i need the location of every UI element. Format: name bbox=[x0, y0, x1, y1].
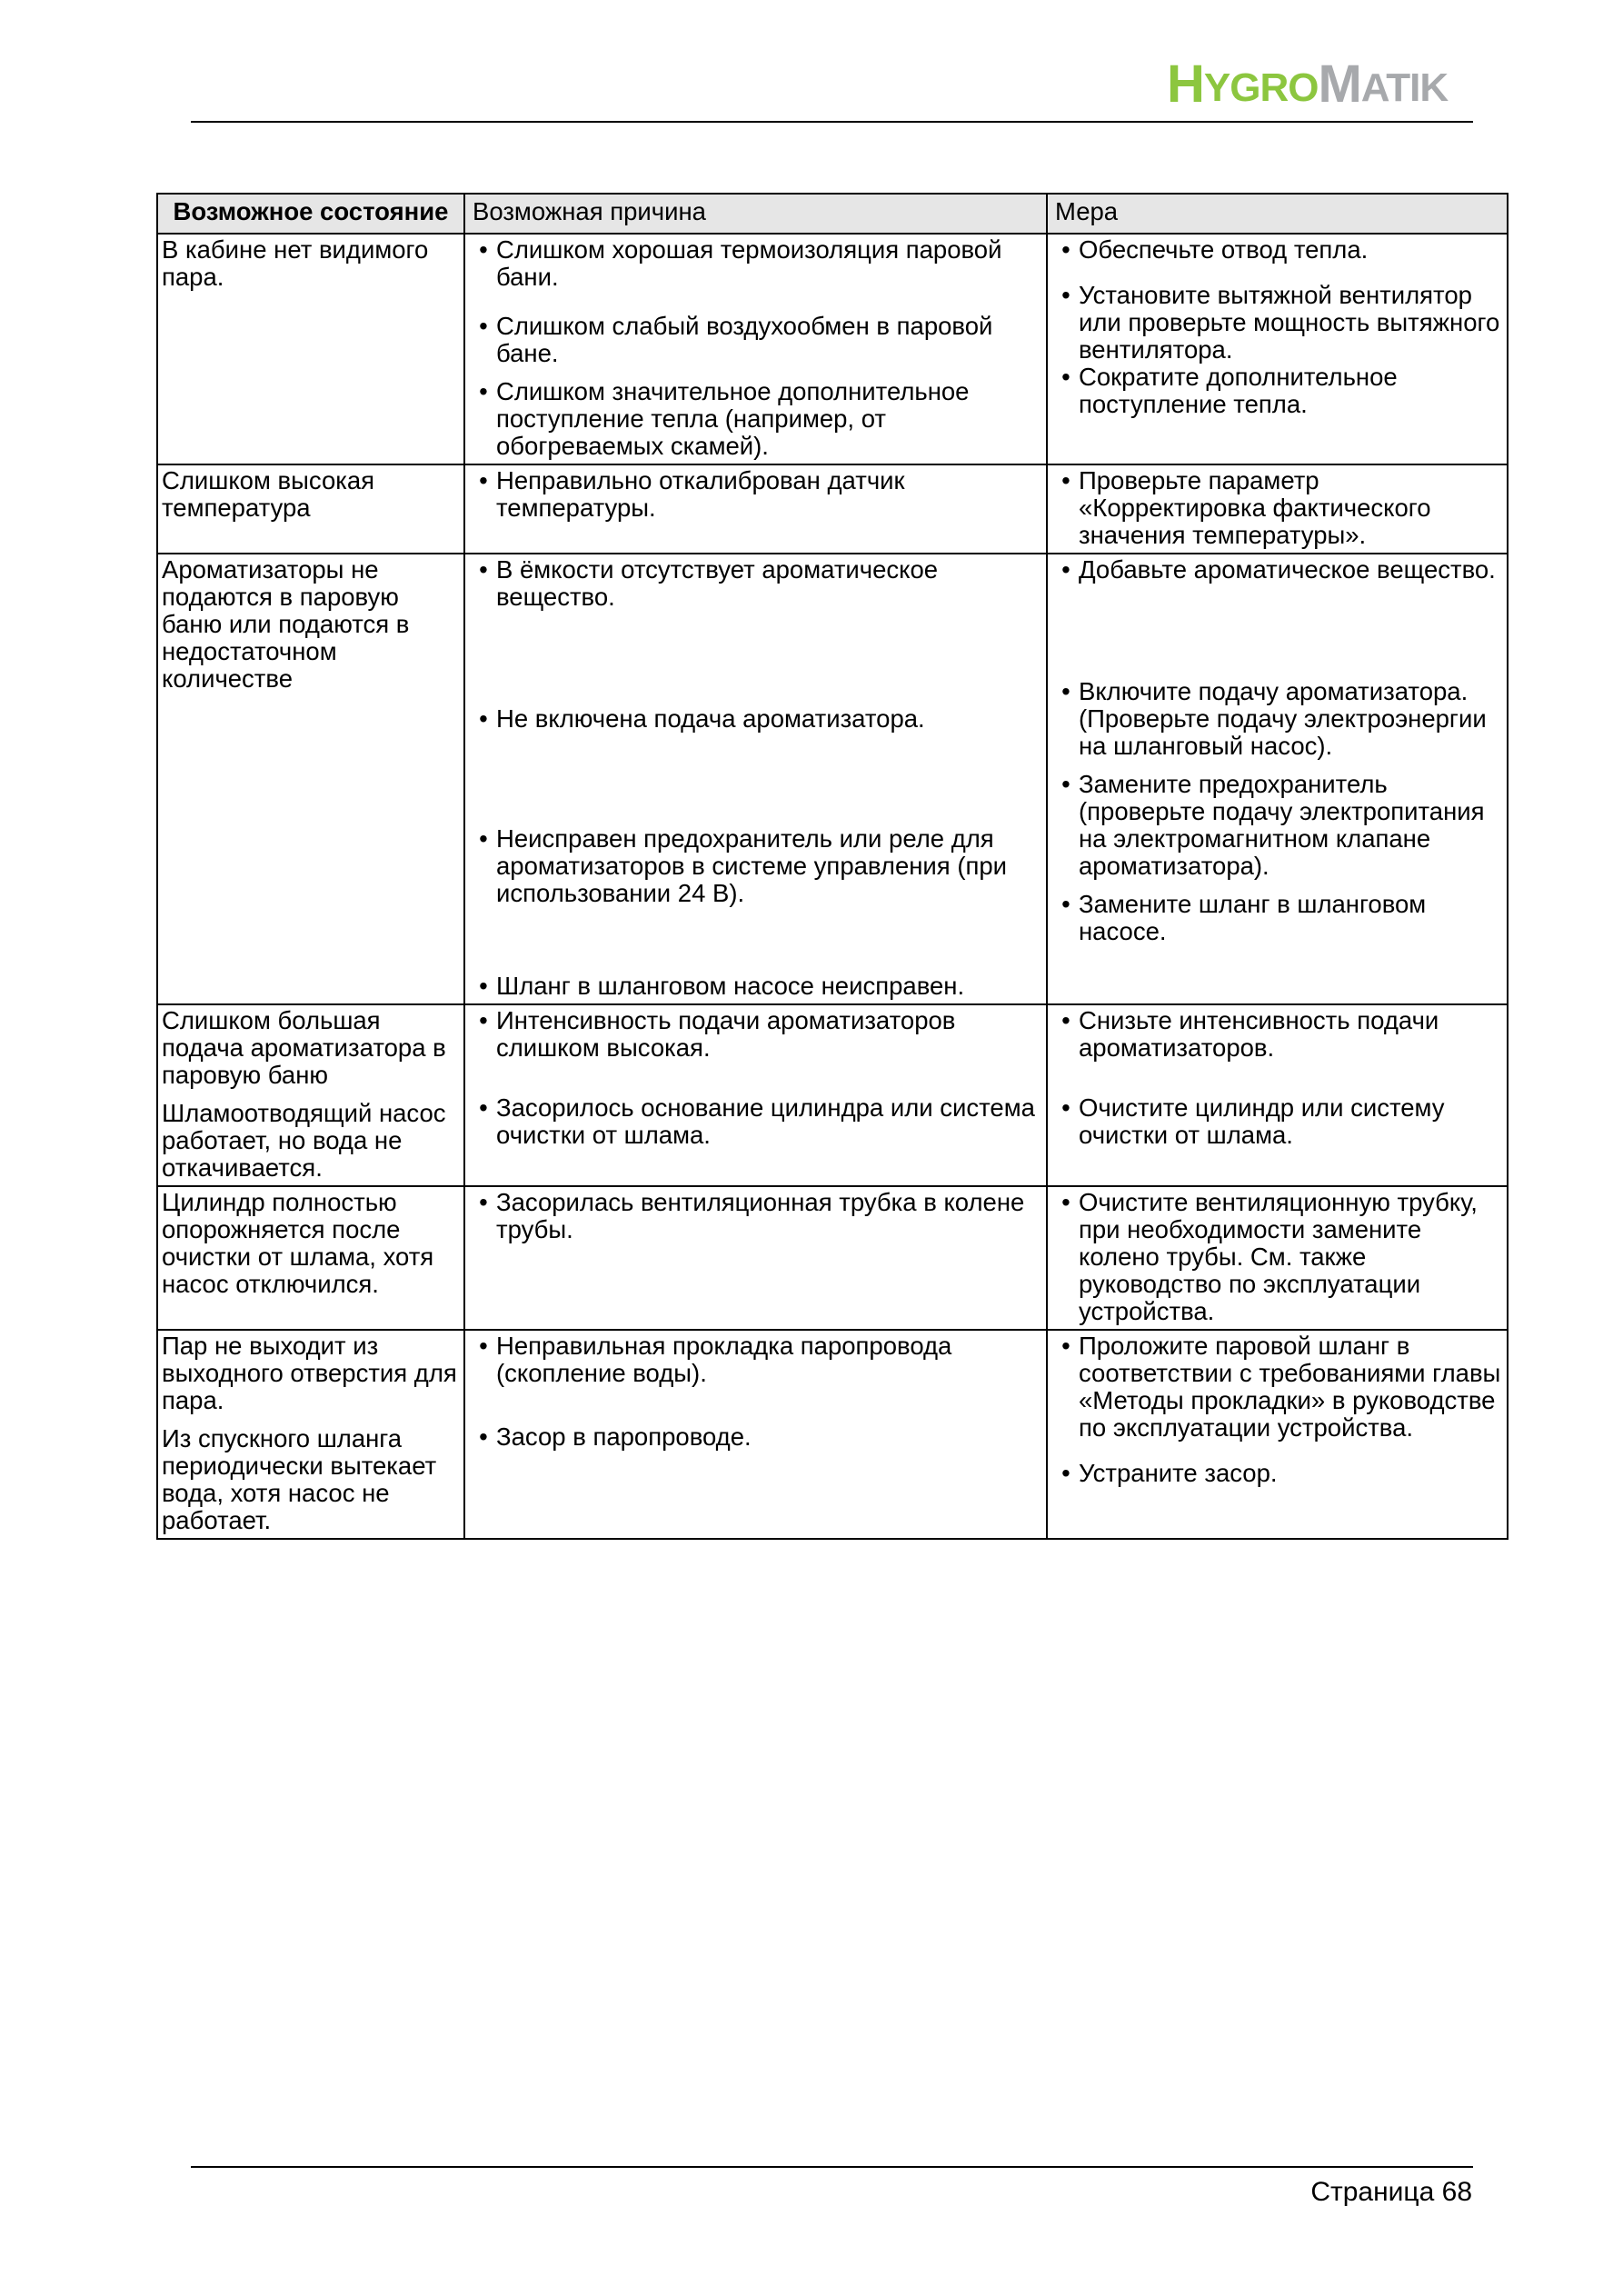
bullet-icon: • bbox=[1061, 890, 1070, 918]
header-cause: Возможная причина bbox=[464, 194, 1047, 234]
bullet-icon: • bbox=[1061, 770, 1070, 798]
measure-text: Замените предохранитель (проверьте подачу электропитания на электромагнитном клапане ароматизатора). bbox=[1079, 770, 1485, 880]
bullet-icon: • bbox=[479, 235, 488, 264]
cause-item bbox=[471, 973, 1041, 1000]
bullet-icon: • bbox=[479, 972, 488, 1000]
hygromatik-logo: H YGRO M ATIK bbox=[1167, 55, 1449, 114]
cause-text: Засорилась вентиляционная трубка в колене трубы. bbox=[496, 1188, 1025, 1243]
table-row bbox=[157, 1004, 1508, 1186]
bullet-icon: • bbox=[1061, 1332, 1070, 1360]
bullet-icon: • bbox=[479, 1332, 488, 1360]
state-cell bbox=[157, 1186, 464, 1330]
bullet-icon: • bbox=[1061, 1188, 1070, 1216]
cause-item bbox=[471, 313, 1041, 367]
cause-text: Слишком слабый воздухообмен в паровой бане. bbox=[496, 312, 993, 367]
state-text: Слишком большая подача ароматизатора в паровую баню bbox=[162, 1006, 446, 1089]
bullet-icon: • bbox=[479, 1093, 488, 1122]
cause-text: В ёмкости отсутствует ароматическое вещество. bbox=[496, 555, 939, 611]
measure-text: Устраните засор. bbox=[1079, 1459, 1278, 1487]
measure-item bbox=[1053, 236, 1501, 264]
measure-item bbox=[1053, 1333, 1501, 1442]
cause-text: Слишком значительное дополнительное поступление тепла (например, от обогреваемых скамей). bbox=[496, 377, 970, 460]
bullet-icon: • bbox=[1061, 555, 1070, 584]
measure-item bbox=[1053, 556, 1501, 584]
state-cell bbox=[157, 554, 464, 1004]
measure-cell bbox=[1047, 1004, 1508, 1186]
cause-text: Шланг в шланговом насосе неисправен. bbox=[496, 972, 965, 1000]
cause-item bbox=[471, 1007, 1041, 1062]
cause-text: Неправильно откалиброван датчик температуры. bbox=[496, 466, 905, 522]
measure-text: Сократите дополнительное поступление тепла. bbox=[1079, 363, 1398, 418]
header-rule bbox=[191, 121, 1473, 123]
measure-item bbox=[1053, 467, 1501, 549]
measure-text: Замените шланг в шланговом насосе. bbox=[1079, 890, 1427, 945]
bullet-icon: • bbox=[479, 312, 488, 340]
bullet-icon: • bbox=[479, 1188, 488, 1216]
measure-text: Установите вытяжной вентилятор или проверьте мощность вытяжного вентилятора. bbox=[1079, 281, 1500, 364]
state-cell bbox=[157, 234, 464, 464]
measure-item bbox=[1053, 1189, 1501, 1325]
table-row bbox=[157, 464, 1508, 554]
cause-item bbox=[471, 378, 1041, 460]
page-number: Страница 68 bbox=[1310, 2177, 1472, 2207]
bullet-icon: • bbox=[1061, 677, 1070, 705]
bullet-icon: • bbox=[479, 704, 488, 733]
cause-text: Неправильная прокладка паропровода (скопление воды). bbox=[496, 1332, 952, 1387]
bullet-icon: • bbox=[1061, 1459, 1070, 1487]
bullet-icon: • bbox=[1061, 1093, 1070, 1122]
cause-item bbox=[471, 1094, 1041, 1149]
measure-cell bbox=[1047, 1186, 1508, 1330]
bullet-icon: • bbox=[1061, 1006, 1070, 1034]
footer-rule bbox=[191, 2166, 1473, 2168]
cause-text: Засор в паропроводе. bbox=[496, 1423, 752, 1451]
table-row bbox=[157, 554, 1508, 1004]
measure-cell bbox=[1047, 234, 1508, 464]
measure-cell bbox=[1047, 1330, 1508, 1539]
cause-text: Интенсивность подачи ароматизаторов слишком высокая. bbox=[496, 1006, 956, 1062]
measure-text: Обеспечьте отвод тепла. bbox=[1079, 235, 1369, 264]
measure-text: Очистите вентиляционную трубку, при необходимости замените колено трубы. См. также руководство по эксплуатации устройства. bbox=[1079, 1188, 1478, 1325]
state-text: Слишком высокая температура bbox=[162, 466, 375, 522]
troubleshooting-table bbox=[156, 193, 1508, 1540]
table-header-row bbox=[157, 194, 1508, 234]
header-state: Возможное состояние bbox=[157, 194, 464, 234]
table-row bbox=[157, 1186, 1508, 1330]
bullet-icon: • bbox=[1061, 281, 1070, 309]
measure-item bbox=[1053, 364, 1501, 418]
cause-item bbox=[471, 556, 1041, 611]
cause-text: Неисправен предохранитель или реле для ароматизаторов в системе управления (при использовании 24 В). bbox=[496, 824, 1008, 907]
measure-text: Добавьте ароматическое вещество. bbox=[1079, 555, 1496, 584]
measure-item bbox=[1053, 771, 1501, 880]
cause-cell bbox=[464, 464, 1047, 554]
cause-item bbox=[471, 1333, 1041, 1387]
cause-text: Слишком хорошая термоизоляция паровой бани. bbox=[496, 235, 1002, 291]
measure-item bbox=[1053, 1460, 1501, 1487]
bullet-icon: • bbox=[479, 1423, 488, 1451]
bullet-icon: • bbox=[479, 377, 488, 405]
cause-cell bbox=[464, 554, 1047, 1004]
measure-item bbox=[1053, 1007, 1501, 1062]
bullet-icon: • bbox=[479, 824, 488, 853]
measure-item bbox=[1053, 891, 1501, 945]
cause-cell bbox=[464, 1330, 1047, 1539]
cause-cell bbox=[464, 234, 1047, 464]
cause-text: Засорилось основание цилиндра или система очистки от шлама. bbox=[496, 1093, 1035, 1149]
state-text: Из спускного шланга периодически вытекает вода, хотя насос не работает. bbox=[162, 1424, 437, 1534]
table-body bbox=[157, 234, 1508, 1539]
bullet-icon: • bbox=[1061, 235, 1070, 264]
measure-text: Включите подачу ароматизатора. (Проверьте подачу электроэнергии на шланговый насос). bbox=[1079, 677, 1487, 760]
header-measure: Мера bbox=[1047, 194, 1508, 234]
measure-text: Проложите паровой шланг в соответствии с требованиями главы «Методы прокладки» в руководстве по эксплуатации устройства. bbox=[1079, 1332, 1501, 1442]
bullet-icon: • bbox=[479, 555, 488, 584]
measure-text: Снизьте интенсивность подачи ароматизаторов. bbox=[1079, 1006, 1439, 1062]
state-text: Ароматизаторы не подаются в паровую баню или подаются в недостаточном количестве bbox=[162, 555, 410, 693]
measure-text: Очистите цилиндр или систему очистки от шлама. bbox=[1079, 1093, 1445, 1149]
measure-item bbox=[1053, 282, 1501, 364]
table-row bbox=[157, 1330, 1508, 1539]
state-text: Шламоотводящий насос работает, но вода не откачивается. bbox=[162, 1099, 446, 1182]
cause-item bbox=[471, 236, 1041, 291]
state-text: В кабине нет видимого пара. bbox=[162, 235, 429, 291]
measure-item bbox=[1053, 678, 1501, 760]
bullet-icon: • bbox=[1061, 363, 1070, 391]
bullet-icon: • bbox=[1061, 466, 1070, 494]
cause-item bbox=[471, 467, 1041, 522]
state-cell bbox=[157, 464, 464, 554]
state-text: Цилиндр полностью опорожняется после очистки от шлама, хотя насос отключился. bbox=[162, 1188, 434, 1298]
cause-cell bbox=[464, 1186, 1047, 1330]
state-cell bbox=[157, 1330, 464, 1539]
cause-cell bbox=[464, 1004, 1047, 1186]
measure-cell bbox=[1047, 464, 1508, 554]
cause-text: Не включена подача ароматизатора. bbox=[496, 704, 925, 733]
table-row bbox=[157, 234, 1508, 464]
bullet-icon: • bbox=[479, 466, 488, 494]
state-text: Пар не выходит из выходного отверстия для пара. bbox=[162, 1332, 457, 1414]
cause-item bbox=[471, 1423, 1041, 1451]
state-cell bbox=[157, 1004, 464, 1186]
cause-item bbox=[471, 825, 1041, 907]
bullet-icon: • bbox=[479, 1006, 488, 1034]
cause-item bbox=[471, 1189, 1041, 1243]
cause-item bbox=[471, 705, 1041, 733]
measure-cell bbox=[1047, 554, 1508, 1004]
measure-item bbox=[1053, 1094, 1501, 1149]
measure-text: Проверьте параметр «Корректировка фактического значения температуры». bbox=[1079, 466, 1431, 549]
